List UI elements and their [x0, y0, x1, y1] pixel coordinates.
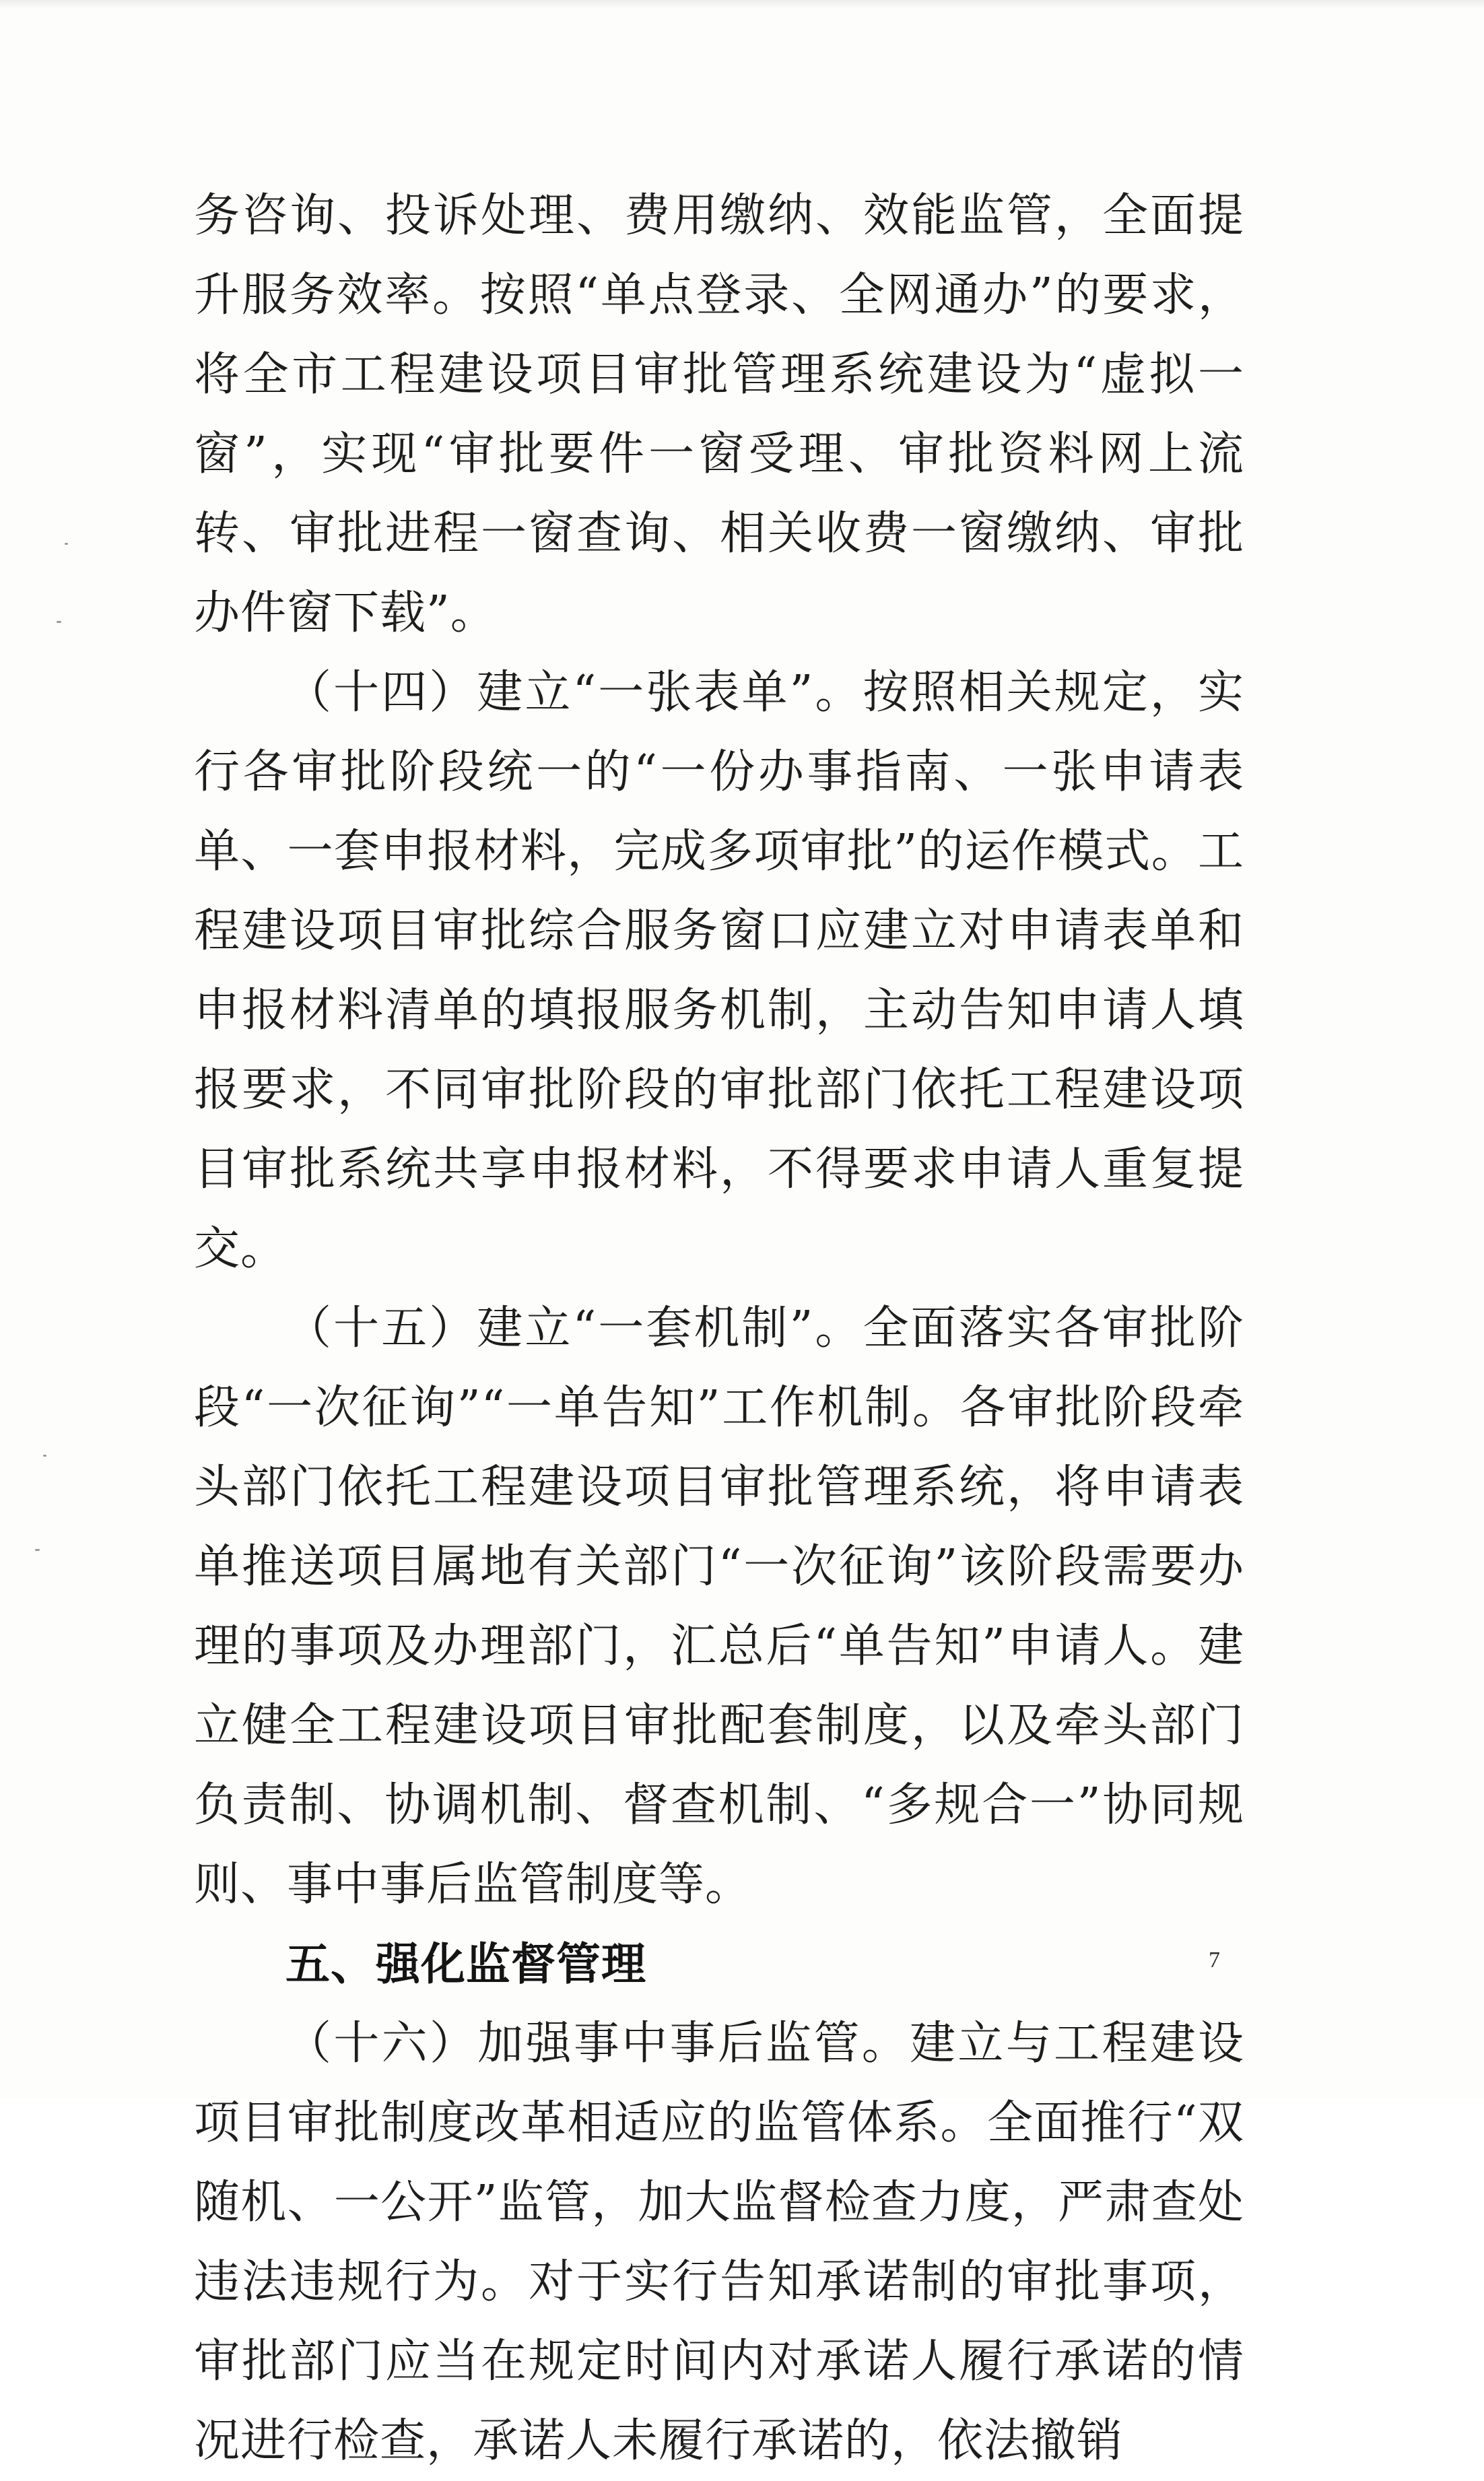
scan-speck [65, 543, 68, 545]
scan-speck [35, 1549, 40, 1551]
paragraph-continuation: 务咨询、投诉处理、费用缴纳、效能监管，全面提升服务效率。按照“单点登录、全网通办”的要求，将全市工程建设项目审批管理系统建设为“虚拟一窗”，实现“审批要件一窗受理、审批资料网上流转、审批进程一窗查询、相关收费一窗缴纳、审批办件窗下载”。 [194, 189, 1244, 640]
paragraph-item-16: （十六）加强事中事后监管。建立与工程建设项目审批制度改革相适应的监管体系。全面推行“双随机、一公开”监管，加大监督检查力度，严肃查处违法违规行为。对于实行告知承诺制的审批事项，审批部门应当在规定时间内对承诺人履行承诺的情况进行检查，承诺人未履行承诺的，依法撤销 [194, 2017, 1244, 2468]
paragraph-item-14: （十四）建立“一张表单”。按照相关规定，实行各审批阶段统一的“一份办事指南、一张申请表单、一套申报材料，完成多项审批”的运作模式。工程建设项目审批综合服务窗口应建立对申请表单和申报材料清单的填报服务机制，主动告知申请人填报要求，不同审批阶段的审批部门依托工程建设项目审批系统共享申报材料，不得要求申请人重复提交。 [194, 666, 1244, 1276]
scan-edge-shadow [0, 0, 1484, 9]
page-number: 7 [1209, 1948, 1220, 1973]
scan-speck [57, 621, 61, 623]
document-body [194, 176, 1244, 2481]
section-heading-5: 五、强化监督管理 [285, 1938, 646, 1990]
paragraph-item-15: （十五）建立“一套机制”。全面落实各审批阶段“一次征询”“一单告知”工作机制。各审批阶段牵头部门依托工程建设项目审批管理系统，将申请表单推送项目属地有关部门“一次征询”该阶段需要办理的事项及办理部门，汇总后“单告知”申请人。建立健全工程建设项目审批配套制度，以及牵头部门负责制、协调机制、督查机制、“多规合一”协同规则、事中事后监管制度等。 [194, 1302, 1244, 1911]
scan-speck [43, 1455, 46, 1457]
